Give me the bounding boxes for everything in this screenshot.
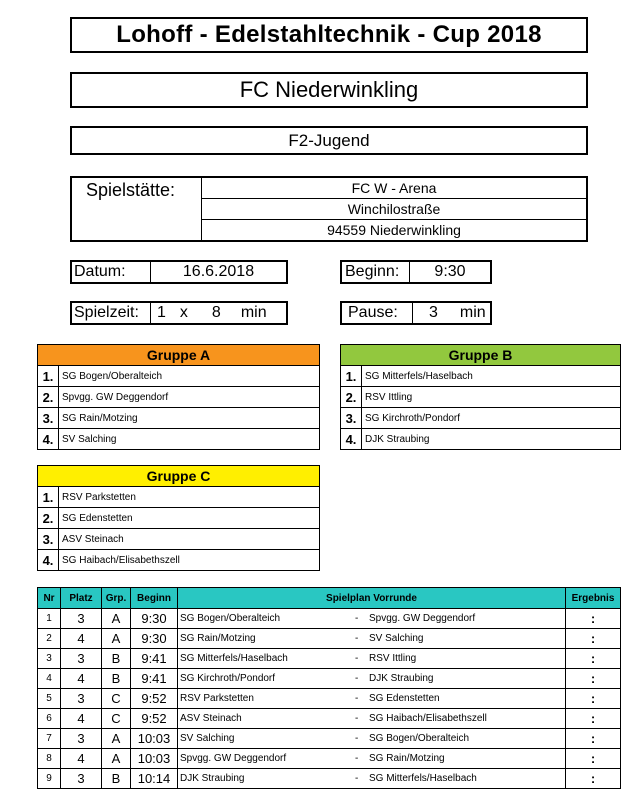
match-start: 10:03 <box>131 729 178 749</box>
match-number: 2 <box>38 629 61 649</box>
schedule-row <box>38 649 621 669</box>
group-team: SG Rain/Motzing <box>62 412 138 424</box>
group-b-row <box>341 366 620 387</box>
match-group: B <box>102 769 131 789</box>
match-pairing <box>178 729 566 749</box>
home-team: SG Kirchroth/Pondorf <box>180 673 276 684</box>
match-group: A <box>102 749 131 769</box>
col-header-ergebnis: Ergebnis <box>566 588 621 609</box>
match-result: : <box>566 729 621 749</box>
group-row-number: 1. <box>38 487 59 507</box>
schedule-row <box>38 769 621 789</box>
start-label: Beginn: <box>342 262 410 282</box>
match-dash: - <box>355 713 359 724</box>
match-pairing <box>178 629 566 649</box>
group-a-header: Gruppe A <box>38 345 319 366</box>
group-c-row <box>38 550 319 570</box>
match-field: 4 <box>61 709 102 729</box>
match-result: : <box>566 709 621 729</box>
schedule-row <box>38 669 621 689</box>
group-a-row <box>38 366 319 387</box>
group-c-row <box>38 508 319 529</box>
match-number: 6 <box>38 709 61 729</box>
group-team: DJK Straubing <box>365 433 430 445</box>
match-group: A <box>102 729 131 749</box>
group-team: SG Kirchroth/Pondorf <box>365 412 461 424</box>
match-pairing <box>178 769 566 789</box>
match-number: 1 <box>38 609 61 629</box>
col-header-beginn: Beginn <box>131 588 178 609</box>
schedule-row <box>38 709 621 729</box>
away-team: SV Salching <box>369 633 424 644</box>
date-field <box>70 260 288 284</box>
group-row-number: 4. <box>38 550 59 570</box>
match-pairing <box>178 709 566 729</box>
venue-line-3: 94559 Niederwinkling <box>327 222 461 238</box>
group-team: SG Bogen/Oberalteich <box>62 370 163 382</box>
match-pairing <box>178 649 566 669</box>
match-dash: - <box>355 653 359 664</box>
date-value: 16.6.2018 <box>182 263 255 280</box>
home-team: RSV Parkstetten <box>180 693 254 704</box>
schedule-body <box>38 609 621 789</box>
group-row-number: 3. <box>38 408 59 428</box>
group-b-row <box>341 429 620 449</box>
match-dash: - <box>355 673 359 684</box>
away-team: SG Haibach/Elisabethszell <box>369 713 487 724</box>
schedule-row <box>38 609 621 629</box>
group-row-number: 4. <box>341 429 362 449</box>
venue-line-2: Winchilostraße <box>202 199 586 220</box>
home-team: SG Mitterfels/Haselbach <box>180 653 288 664</box>
match-number: 5 <box>38 689 61 709</box>
match-field: 3 <box>61 649 102 669</box>
match-field: 4 <box>61 749 102 769</box>
match-group: B <box>102 649 131 669</box>
away-team: SG Edenstetten <box>369 693 440 704</box>
match-pairing <box>178 669 566 689</box>
group-row-number: 1. <box>341 366 362 386</box>
col-header-platz: Platz <box>61 588 102 609</box>
group-c-row <box>38 487 319 508</box>
match-start: 10:14 <box>131 769 178 789</box>
playtime-label: Spielzeit: <box>72 303 151 323</box>
playtime-count: 1 <box>157 304 166 321</box>
group-row-number: 3. <box>341 408 362 428</box>
home-team: Spvgg. GW Deggendorf <box>180 753 287 764</box>
away-team: SG Mitterfels/Haselbach <box>369 773 477 784</box>
start-field <box>340 260 492 284</box>
match-group: B <box>102 669 131 689</box>
match-start: 9:41 <box>131 649 178 669</box>
match-start: 9:41 <box>131 669 178 689</box>
match-group: A <box>102 629 131 649</box>
match-field: 3 <box>61 609 102 629</box>
match-start: 9:30 <box>131 609 178 629</box>
tournament-title: Lohoff - Edelstahltechnik - Cup 2018 <box>70 17 588 53</box>
match-result: : <box>566 669 621 689</box>
group-team: SG Mitterfels/Haselbach <box>365 370 473 382</box>
match-result: : <box>566 629 621 649</box>
match-dash: - <box>355 613 359 624</box>
match-number: 8 <box>38 749 61 769</box>
schedule-header-row <box>38 588 621 609</box>
home-team: ASV Steinach <box>180 713 242 724</box>
match-field: 3 <box>61 729 102 749</box>
home-team: DJK Straubing <box>180 773 245 784</box>
match-dash: - <box>355 753 359 764</box>
match-group: A <box>102 609 131 629</box>
group-row-number: 2. <box>38 387 59 407</box>
match-field: 4 <box>61 629 102 649</box>
match-number: 4 <box>38 669 61 689</box>
venue-address <box>202 178 586 240</box>
venue-label: Spielstätte: <box>72 178 202 240</box>
break-label: Pause: <box>342 303 413 323</box>
group-b-table <box>340 344 621 450</box>
away-team: Spvgg. GW Deggendorf <box>369 613 476 624</box>
match-number: 7 <box>38 729 61 749</box>
group-row-number: 2. <box>38 508 59 528</box>
match-field: 4 <box>61 669 102 689</box>
match-start: 9:52 <box>131 709 178 729</box>
break-unit: min <box>459 304 486 321</box>
home-team: SV Salching <box>180 733 235 744</box>
group-team: ASV Steinach <box>62 533 124 545</box>
date-label: Datum: <box>72 262 151 282</box>
col-header-grp: Grp. <box>102 588 131 609</box>
col-header-nr: Nr <box>38 588 61 609</box>
break-value: 3 <box>429 304 438 321</box>
playtime-times: x <box>179 304 188 321</box>
home-team: SG Rain/Motzing <box>180 633 256 644</box>
group-row-number: 1. <box>38 366 59 386</box>
break-field <box>340 301 492 325</box>
club-name: FC Niederwinkling <box>70 72 588 108</box>
group-c-header: Gruppe C <box>38 466 319 487</box>
match-result: : <box>566 649 621 669</box>
match-group: C <box>102 689 131 709</box>
venue-box <box>70 176 588 242</box>
match-number: 9 <box>38 769 61 789</box>
match-field: 3 <box>61 769 102 789</box>
match-group: C <box>102 709 131 729</box>
schedule-row <box>38 629 621 649</box>
group-a-row <box>38 387 319 408</box>
match-pairing <box>178 749 566 769</box>
away-team: SG Rain/Motzing <box>369 753 445 764</box>
group-a-row <box>38 429 319 449</box>
group-c-row <box>38 529 319 550</box>
group-team: SG Edenstetten <box>62 512 133 524</box>
match-dash: - <box>355 693 359 704</box>
group-team: SG Haibach/Elisabethszell <box>62 554 180 566</box>
schedule-table <box>37 587 621 789</box>
match-pairing <box>178 689 566 709</box>
home-team: SG Bogen/Oberalteich <box>180 613 281 624</box>
match-result: : <box>566 609 621 629</box>
match-dash: - <box>355 773 359 784</box>
group-a-table <box>37 344 320 450</box>
group-b-row <box>341 387 620 408</box>
match-number: 3 <box>38 649 61 669</box>
playtime-unit: min <box>240 304 267 321</box>
group-team: SV Salching <box>62 433 117 445</box>
group-team: RSV Parkstetten <box>62 491 136 503</box>
venue-line-1: FC W - Arena <box>202 178 586 199</box>
group-c-table <box>37 465 320 571</box>
age-group: F2-Jugend <box>70 126 588 155</box>
match-result: : <box>566 769 621 789</box>
away-team: SG Bogen/Oberalteich <box>369 733 470 744</box>
schedule-row <box>38 749 621 769</box>
match-start: 9:52 <box>131 689 178 709</box>
group-row-number: 2. <box>341 387 362 407</box>
group-team: Spvgg. GW Deggendorf <box>62 391 169 403</box>
match-result: : <box>566 749 621 769</box>
match-field: 3 <box>61 689 102 709</box>
playtime-minutes: 8 <box>211 304 221 321</box>
match-dash: - <box>355 633 359 644</box>
match-start: 10:03 <box>131 749 178 769</box>
match-start: 9:30 <box>131 629 178 649</box>
group-a-row <box>38 408 319 429</box>
away-team: DJK Straubing <box>369 673 434 684</box>
group-team: RSV Ittling <box>365 391 413 403</box>
schedule-row <box>38 689 621 709</box>
start-value: 9:30 <box>434 263 466 280</box>
match-dash: - <box>355 733 359 744</box>
group-row-number: 4. <box>38 429 59 449</box>
group-b-row <box>341 408 620 429</box>
col-header-spielplan: Spielplan Vorrunde <box>178 588 566 609</box>
match-pairing <box>178 609 566 629</box>
group-b-header: Gruppe B <box>341 345 620 366</box>
schedule-row <box>38 729 621 749</box>
group-row-number: 3. <box>38 529 59 549</box>
match-result: : <box>566 689 621 709</box>
away-team: RSV Ittling <box>369 653 417 664</box>
playtime-field <box>70 301 288 325</box>
